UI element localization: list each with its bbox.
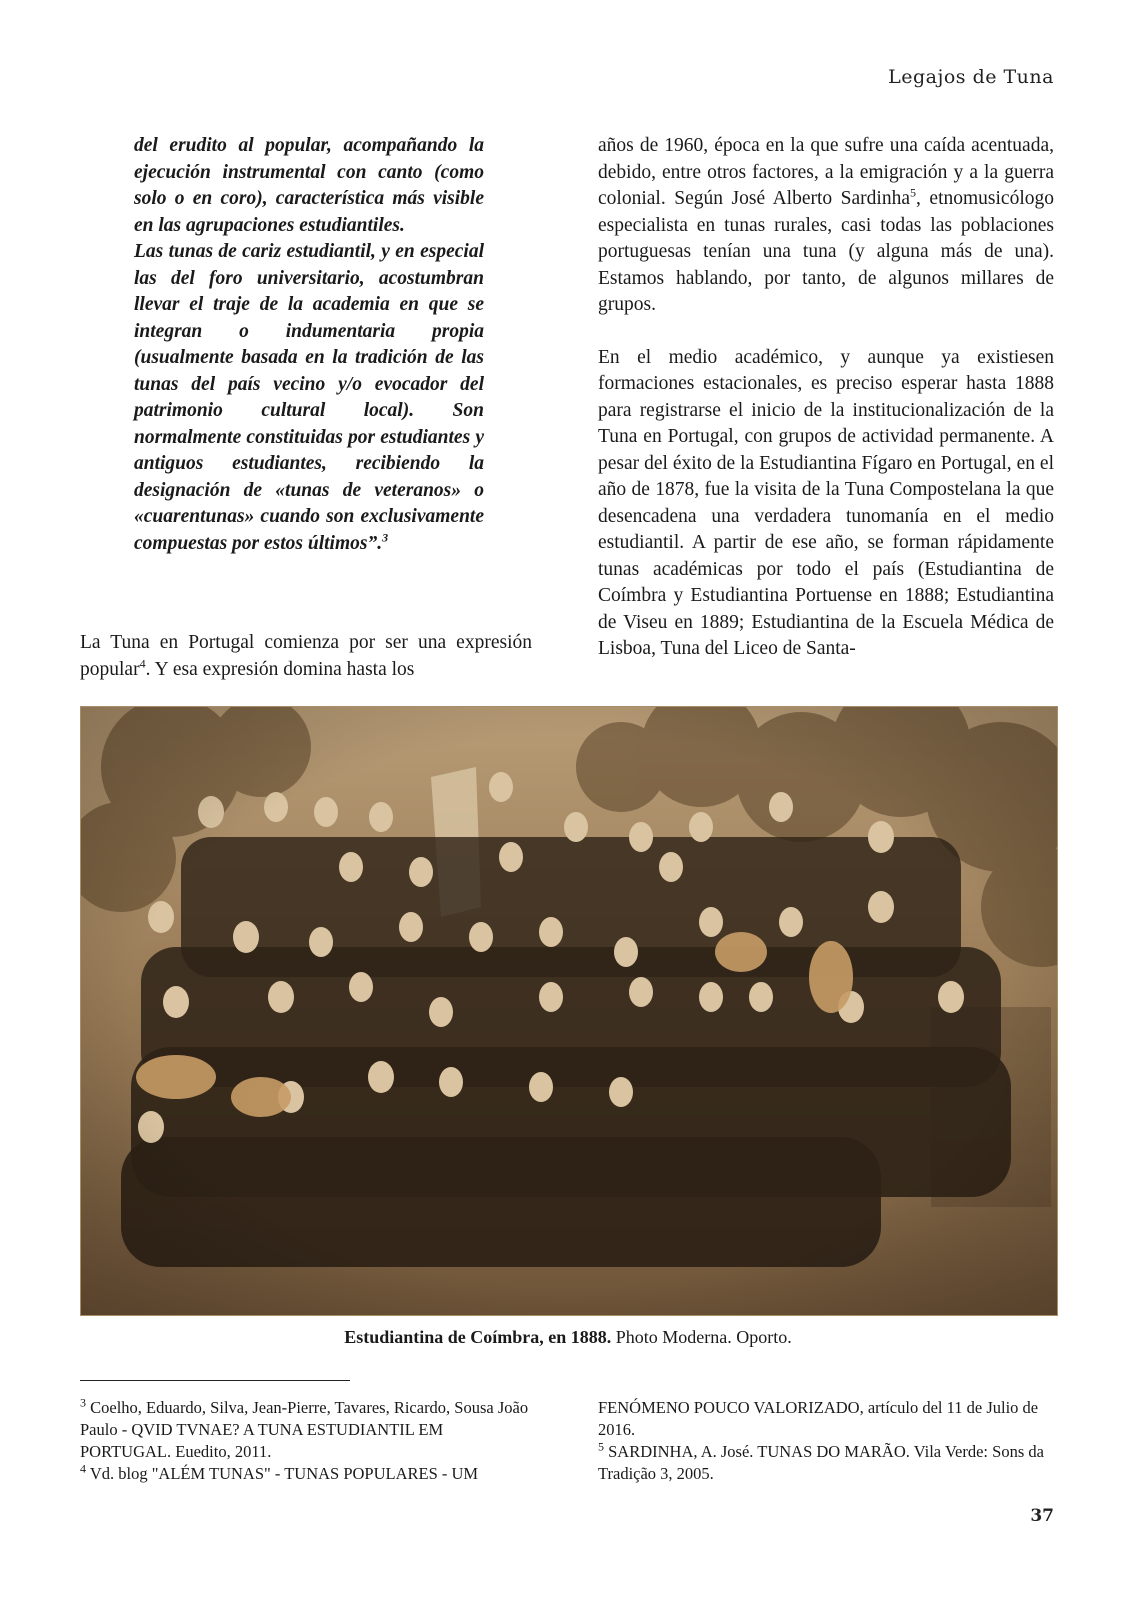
footnotes-left xyxy=(80,1397,532,1485)
running-header: Legajos de Tuna xyxy=(888,66,1054,88)
footnote-3-text: Coelho, Eduardo, Silva, Jean-Pierre, Tavares, Ricardo, Sousa João Paulo - QVID TVNAE? A TUNA ESTUDIANTIL EM PORTUGAL. Euedito, 2011. xyxy=(80,1398,529,1461)
footnote-ref-3[interactable]: 3 xyxy=(382,530,389,544)
footnote-ref-4[interactable]: 4 xyxy=(139,656,146,670)
footnote-5-text: SARDINHA, A. José. TUNAS DO MARÃO. Vila Verde: Sons da Tradição 3, 2005. xyxy=(598,1442,1044,1483)
footnote-rule xyxy=(80,1380,350,1381)
left-body-text-b: . Y esa expresión domina hasta los xyxy=(145,658,415,680)
paragraph-gap xyxy=(598,319,1054,345)
quotation-block xyxy=(134,133,484,557)
footnote-4-text: Vd. blog "ALÉM TUNAS" - TUNAS POPULARES - UM xyxy=(86,1464,479,1483)
footnote-4 xyxy=(80,1463,532,1485)
left-body-text-a: La Tuna en Portugal comienza por ser una expresión popular xyxy=(80,632,532,680)
historical-group-photo xyxy=(80,706,1058,1316)
footnote-4-number: 4 xyxy=(80,1461,86,1476)
footnote-5-number: 5 xyxy=(598,1439,604,1454)
quote-paragraph-1: del erudito al popular, acompañando la ejecución instrumental con canto (como solo o en coro), característica más visible en las agrupaciones estudiantiles. xyxy=(134,135,484,236)
right-paragraph-1-a: años de 1960, época en la que sufre una caída acentuada, debido, entre otros factores, a la emigración y a la guerra colonial. Según José Alberto Sardinha xyxy=(598,135,1054,209)
footnote-5 xyxy=(598,1441,1054,1485)
right-paragraph-2: En el medio académico, y aunque ya existiesen formaciones estacionales, es preciso esperar hasta 1888 para registrarse el inicio de la institucionalización de la Tuna en Portugal, con grupos de actividad permanente. A pesar del éxito de la Estudiantina Fígaro en Portugal, en el año de 1878, fue la visita de la Tuna Compostelana la que desencadena una verdadera tunomanía en el medio estudiantil. A partir de ese año, se forman rápidamente tunas académicas por todo el país (Estudiantina de Coímbra y Estudiantina Portuense en 1888; Estudiantina de Viseu en 1889; Estudiantina de la Escuela Médica de Lisboa, Tuna del Liceo de Santa- xyxy=(598,346,1054,659)
page-number: 37 xyxy=(1030,1506,1054,1526)
quote-paragraph-2 xyxy=(134,239,484,557)
photo-illustration xyxy=(81,707,1057,1315)
right-column xyxy=(598,133,1054,663)
footnotes-right xyxy=(598,1397,1054,1485)
quote-paragraph-2-text: Las tunas de cariz estudiantil, y en especial las del foro universitario, acostumbran llevar el traje de la academia en que se integran o indumentaria propia (usualmente basada en la tradición de las tunas del país vecino y/o evocador del patrimonio cultural local). Son normalmente constituidas por estudiantes y antiguos estudiantes, recibiendo la designación de «tunas de veteranos» o «cuarentunas» cuando son exclusivamente compuestas por estos últimos”. xyxy=(134,241,484,554)
footnote-3-number: 3 xyxy=(80,1395,86,1410)
right-paragraph-1-b: , etnomusicólogo especialista en tunas rurales, casi todas las poblaciones portuguesas tenían una tuna (y alguna más de una). Estamos hablando, por tanto, de algunos millares de grupos. xyxy=(598,188,1055,315)
left-body-paragraph xyxy=(80,630,532,683)
caption-rest: Photo Moderna. Oporto. xyxy=(611,1327,792,1347)
caption-bold: Estudiantina de Coímbra, en 1888. xyxy=(344,1327,612,1347)
right-paragraph-1 xyxy=(598,133,1054,319)
footnote-3 xyxy=(80,1397,532,1463)
photo-caption xyxy=(80,1327,1056,1348)
footnote-ref-5[interactable]: 5 xyxy=(910,185,917,200)
footnote-4-continued: FENÓMENO POUCO VALORIZADO, artículo del 11 de Julio de 2016. xyxy=(598,1398,1039,1439)
photo-vignette xyxy=(81,707,1057,1315)
